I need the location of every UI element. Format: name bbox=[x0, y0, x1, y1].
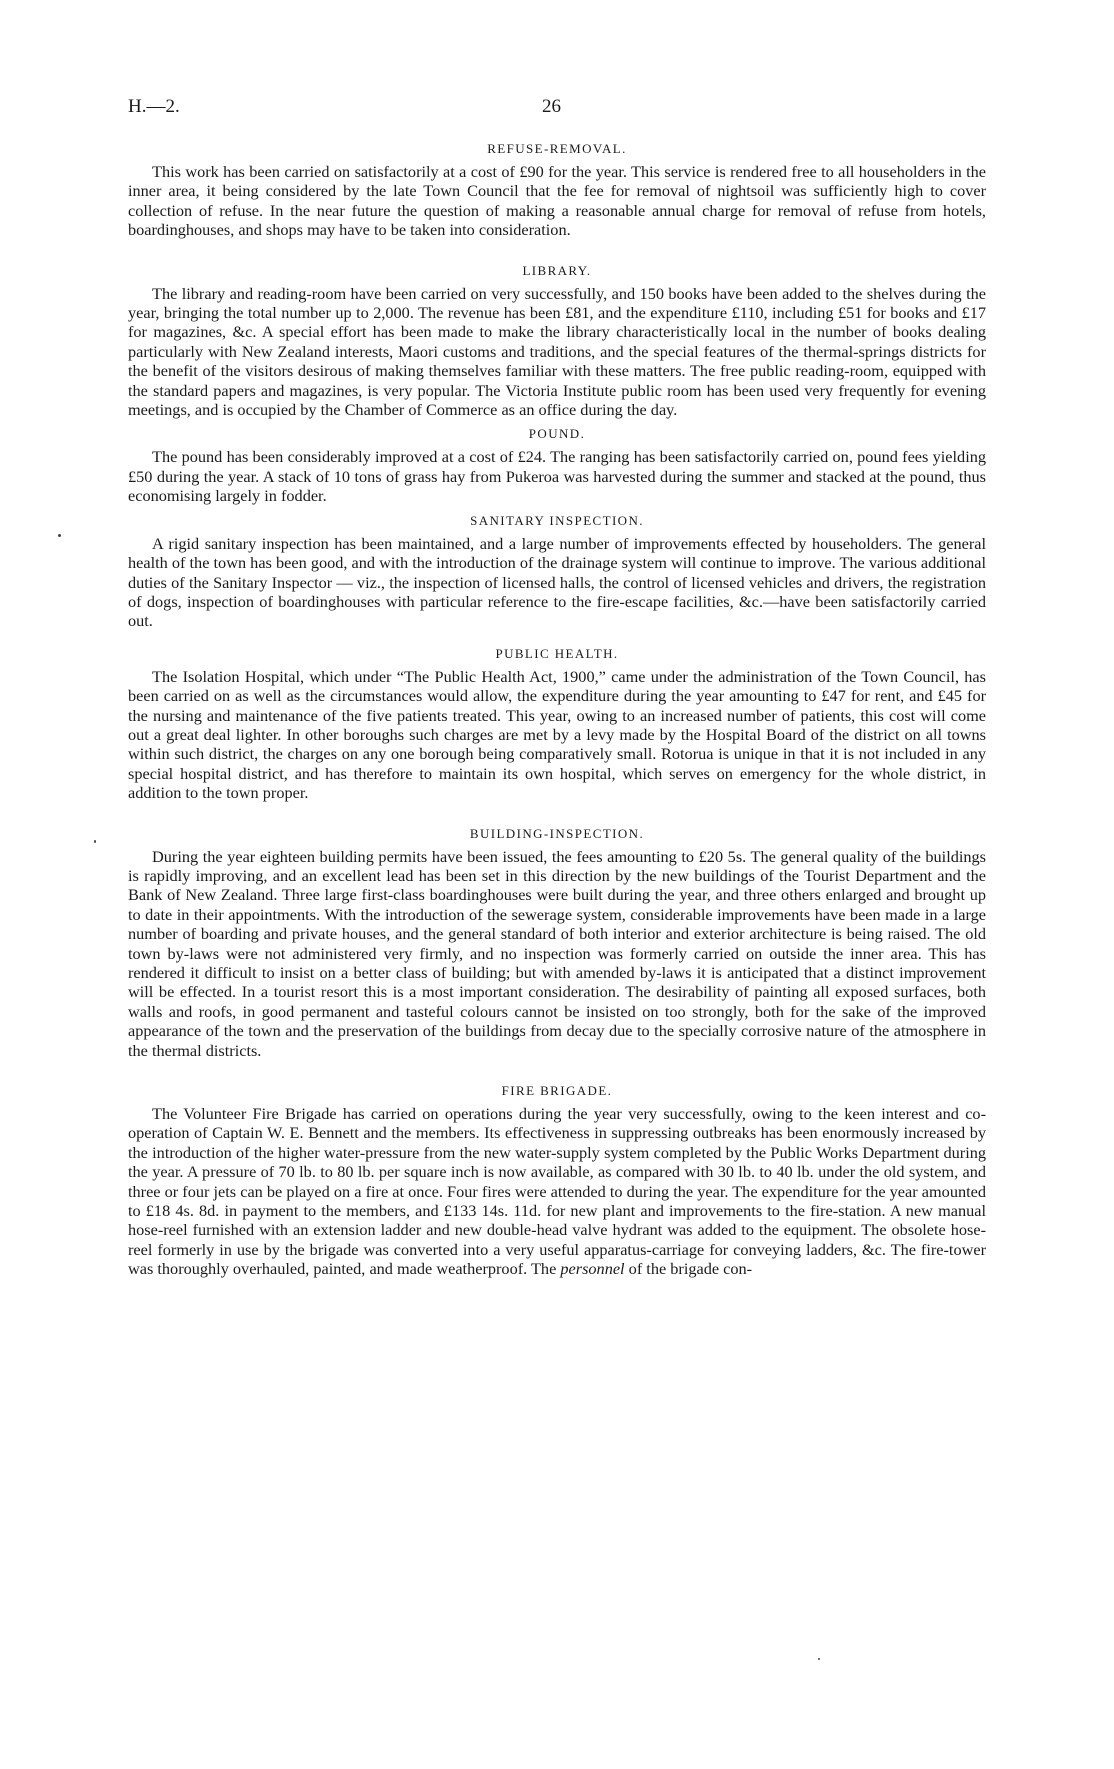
section-heading: LIBRARY. bbox=[522, 262, 592, 278]
section-heading: SANITARY INSPECTION. bbox=[470, 512, 644, 528]
section-paragraph: The Isolation Hospital, which under “The Public Health Act, 1900,” came under the administration of the Town Council, has been carried on as well as the circumstances would allow, the expenditure during the year amounting to £47 for rent, and £45 for the nursing and maintenance of the five patients treated. This year, owing to an increased number of patients, this cost will come out a great deal lighter. In other boroughs such charges are met by a levy made by the Hospital Board of the district on all towns within such district, the charges on any one borough being comparatively small. Rotorua is unique in that it is not included in any special hospital district, and has therefore to maintain its own hospital, which serves on emergency for the whole district, in addition to the town proper. bbox=[128, 666, 986, 803]
paragraph-text: of the brigade con- bbox=[628, 1259, 753, 1279]
section-heading: POUND. bbox=[528, 426, 586, 442]
section-paragraph: This work has been carried on satisfactorily at a cost of £90 for the year. This service is rendered free to all householders in the inner area, it being considered by the late Town Council that the fee for removal of nightsoil was sufficiently high to cover collection of refuse. In the near future the question of making a reasonable annual charge for removal of refuse from hotels, boardinghouses, and shops may have to be taken into consideration. bbox=[128, 162, 986, 240]
page-body bbox=[128, 140, 986, 1279]
section-library bbox=[128, 262, 986, 420]
page-header bbox=[128, 96, 986, 120]
scan-speck bbox=[818, 1658, 820, 1660]
section-heading: FIRE BRIGADE. bbox=[501, 1083, 613, 1099]
document-reference: H.—2. bbox=[128, 96, 180, 117]
section-paragraph: During the year eighteen building permits have been issued, the fees amounting to £20 5s. The general quality of the buildings is rapidly improving, and an excellent lead has been set in this direction by the new buildings of the Tourist Department and the Bank of New Zealand. Three large first-class boardinghouses were built during the year, and three others enlarged and brought up to date in their appointments. With the introduction of the sewerage system, considerable improvements have been made in a large number of boarding and private houses, and the general standard of both interior and exterior architecture is being raised. The old town by-laws were not administered very firmly, and no inspection was formerly carried on outside the inner area. This has rendered it difficult to insist on a better class of building; but with amended by-laws it is anticipated that a distinct improvement will be effected. In a tourist resort this is a most important consideration. The desirability of painting all exposed surfaces, both walls and roofs, in good permanent and tasteful colours cannot be insisted on too strongly, both for the sake of the improved appearance of the town and the preservation of the buildings from decay due to the specially corrosive nature of the atmosphere in the thermal districts. bbox=[128, 846, 986, 1060]
section-paragraph: The library and reading-room have been carried on very successfully, and 150 books have been added to the shelves during the year, bringing the total number up to 2,000. The revenue has been £81, and the expenditure £110, including £51 for books and £17 for magazines, &c. A special effort has been made to make the library characteristically local in the number of books dealing particularly with New Zealand interests, Maori customs and traditions, and the special features of the thermal-springs districts for the benefit of the visitors desirous of making themselves familiar with these matters. The free public reading-room, equipped with the standard papers and magazines, is very popular. The Victoria Institute public room has been used very frequently for evening meetings, and is occupied by the Chamber of Commerce as an office during the day. bbox=[128, 283, 986, 420]
section-building-inspection bbox=[128, 825, 986, 1060]
section-heading: REFUSE-REMOVAL. bbox=[487, 141, 627, 156]
section-paragraph: The pound has been considerably improved at a cost of £24. The ranging has been satisfactorily carried on, pound fees yielding £50 during the year. A stack of 10 tons of grass hay from Pukeroa was harvested during the summer and stacked at the pound, thus economising largely in fodder. bbox=[128, 447, 986, 506]
page-number: 26 bbox=[542, 96, 561, 117]
scan-speck bbox=[58, 534, 61, 537]
section-pound bbox=[128, 425, 986, 505]
section-heading: BUILDING-INSPECTION. bbox=[469, 825, 645, 841]
section-sanitary-inspection bbox=[128, 512, 986, 631]
scan-speck bbox=[94, 840, 96, 843]
section-paragraph: A rigid sanitary inspection has been maintained, and a large number of improvements effected by householders. The general health of the town has been good, and with the introduction of the drainage system will continue to improve. The various additional duties of the Sanitary Inspector — viz., the inspection of licensed halls, the control of licensed vehicles and drivers, the registration of dogs, inspection of boardinghouses with particular reference to the fire-escape facilities, &c.—have been satisfactorily carried out. bbox=[128, 533, 986, 631]
section-public-health bbox=[128, 645, 986, 803]
section-fire-brigade bbox=[128, 1082, 986, 1279]
section-refuse-removal bbox=[128, 140, 986, 240]
paragraph-text: The Volunteer Fire Brigade has carried on operations during the year very successfully, owing to the keen interest and co-operation of Captain W. E. Bennett and the members. Its effectiveness in suppressing outbreaks has been enormously increased by the introduction of the higher water-pressure from the new water-supply system completed by the Public Works Department during the year. A pressure of 70 lb. to 80 lb. per square inch is now available, as compared with 30 lb. to 40 lb. under the old system, and three or four jets can be played on a fire at once. Four fires were attended to during the year. The expenditure for the year amounted to £18 4s. 8d. in payment to the members, and £133 14s. 11d. for new plant and improvements to the fire-station. A new manual hose-reel furnished with an extension ladder and new double-head valve hydrant was added to the equipment. The obsolete hose-reel formerly in use by the brigade was converted into a very useful apparatus-carriage for conveying ladders, &c. The fire-tower was thoroughly overhauled, painted, and made weatherproof. The bbox=[128, 1104, 986, 1279]
section-paragraph bbox=[128, 1104, 986, 1279]
section-heading: PUBLIC HEALTH. bbox=[495, 645, 619, 661]
italic-term: personnel bbox=[560, 1259, 625, 1279]
